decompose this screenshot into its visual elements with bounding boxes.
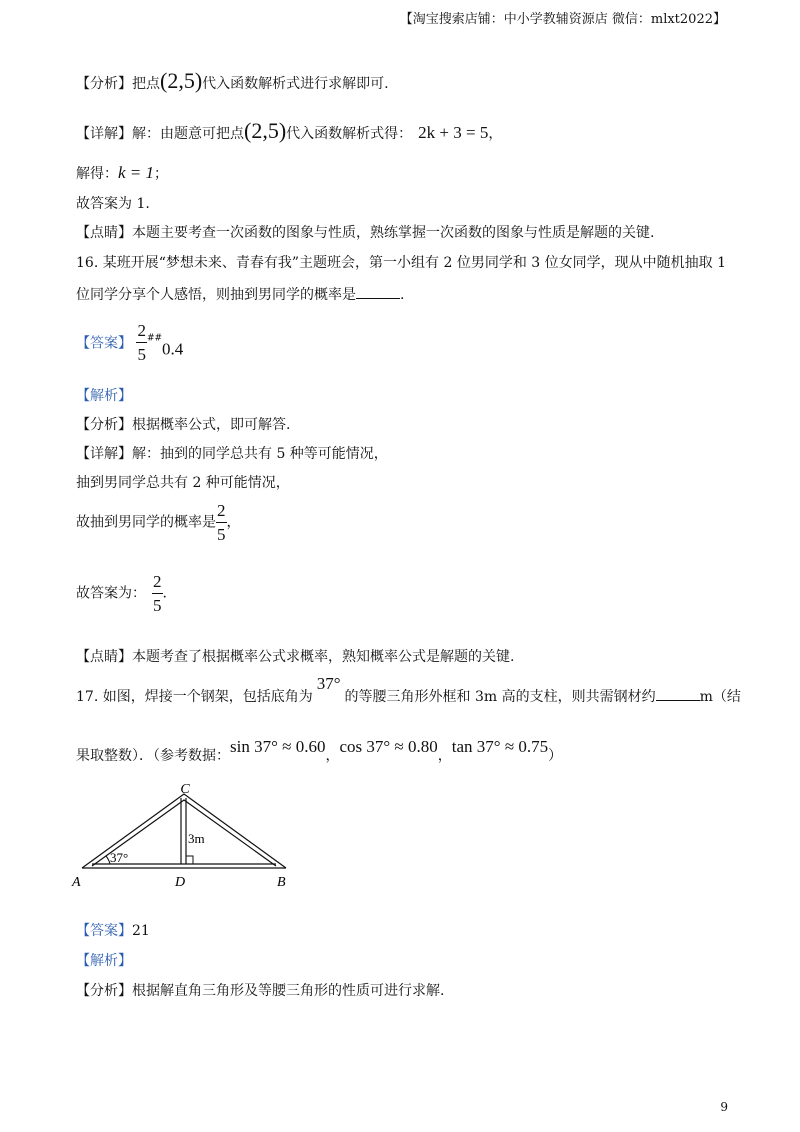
label-d: D xyxy=(175,875,186,890)
q16-detail-1: 【详解】解：抽到的同学总共有 5 种等可能情况， xyxy=(76,446,388,462)
right-angle-mark xyxy=(186,856,193,864)
q17-question-line1: 17. 如图，焊接一个钢架，包括底角为37°的等腰三角形外框和 3m 高的支柱，则共需钢材约 m（结 xyxy=(76,674,741,705)
angle-label: 37° xyxy=(110,850,129,865)
q16-question-line1: 16. 某班开展“梦想未来、青春有我”主题班会，第一小组有 2 位男同学和 3 位女同学，现从中随机抽取 1 xyxy=(76,255,726,271)
q15-analysis: 【分析】把点(2,5)代入函数解析式进行求解即可. xyxy=(76,68,389,93)
q16-detail-3: 故抽到男同学的概率是 $\frac{2}{5}$ ， xyxy=(76,501,241,544)
q15-solve: 解得：k = 1； xyxy=(76,163,169,182)
label-a: A xyxy=(72,875,81,890)
q16-analysis: 【分析】根据概率公式，即可解答. xyxy=(76,417,291,433)
triangle-figure xyxy=(70,780,300,892)
q15-comment: 【点睛】本题主要考查一次函数的图象与性质，熟练掌握一次函数的图象与性质是解题的关键. xyxy=(76,225,655,241)
base-angle: 37° xyxy=(316,674,341,693)
q17-parse-tag: 【解析】 xyxy=(76,953,132,969)
sin-value: sin 37° ≈ 0.60 xyxy=(230,737,326,756)
q16-parse-tag: 【解析】 xyxy=(76,388,132,404)
q16-question-line2: 位同学分享个人感悟，则抽到男同学的概率是 . xyxy=(76,287,405,303)
point-2-5: (2,5) xyxy=(160,68,203,93)
label-c: C xyxy=(180,782,190,797)
page-header: 【淘宝搜索店铺：中小学教辅资源店 微信：mlxt2022】 xyxy=(399,12,726,27)
answer-blank xyxy=(356,286,400,299)
equation: 2k + 3 = 5 xyxy=(418,123,489,142)
q15-detail: 【详解】解：由题意可把点(2,5)代入函数解析式得： 2k + 3 = 5， xyxy=(76,118,503,143)
q17-question-line2: 果取整数）．（参考数据：sin 37° ≈ 0.60，cos 37° ≈ 0.80，tan 37° ≈ 0.75） xyxy=(76,737,563,764)
answer-fraction: $\frac{2}{5}$ xyxy=(137,321,146,364)
q16-detail-2: 抽到男同学总共有 2 种可能情况， xyxy=(76,475,290,491)
analysis-tag: 【分析】 xyxy=(76,76,132,92)
q16-comment: 【点睛】本题考查了根据概率公式求概率，熟知概率公式是解题的关键. xyxy=(76,649,515,665)
detail-tag: 【详解】 xyxy=(76,126,132,142)
label-b: B xyxy=(277,875,286,890)
probability-fraction: $\frac{2}{5}$ xyxy=(217,501,226,544)
answer-blank xyxy=(656,688,700,701)
cos-value: cos 37° ≈ 0.80 xyxy=(339,737,438,756)
q15-answer: 故答案为 1. xyxy=(76,196,150,212)
q17-answer: 【答案】21 xyxy=(76,923,150,939)
tan-value: tan 37° ≈ 0.75 xyxy=(451,737,549,756)
q17-analysis: 【分析】根据解直角三角形及等腰三角形的性质可进行求解. xyxy=(76,983,445,999)
page-number: 9 xyxy=(720,1100,728,1114)
q16-answer-line: 故答案为： $\frac{2}{5}$ . xyxy=(76,572,167,615)
answer-line-fraction: $\frac{2}{5}$ xyxy=(153,572,162,615)
q16-answer: 【答案】 $\frac{2}{5}$ ##0.4 xyxy=(76,321,184,364)
height-label: 3m xyxy=(188,831,205,846)
